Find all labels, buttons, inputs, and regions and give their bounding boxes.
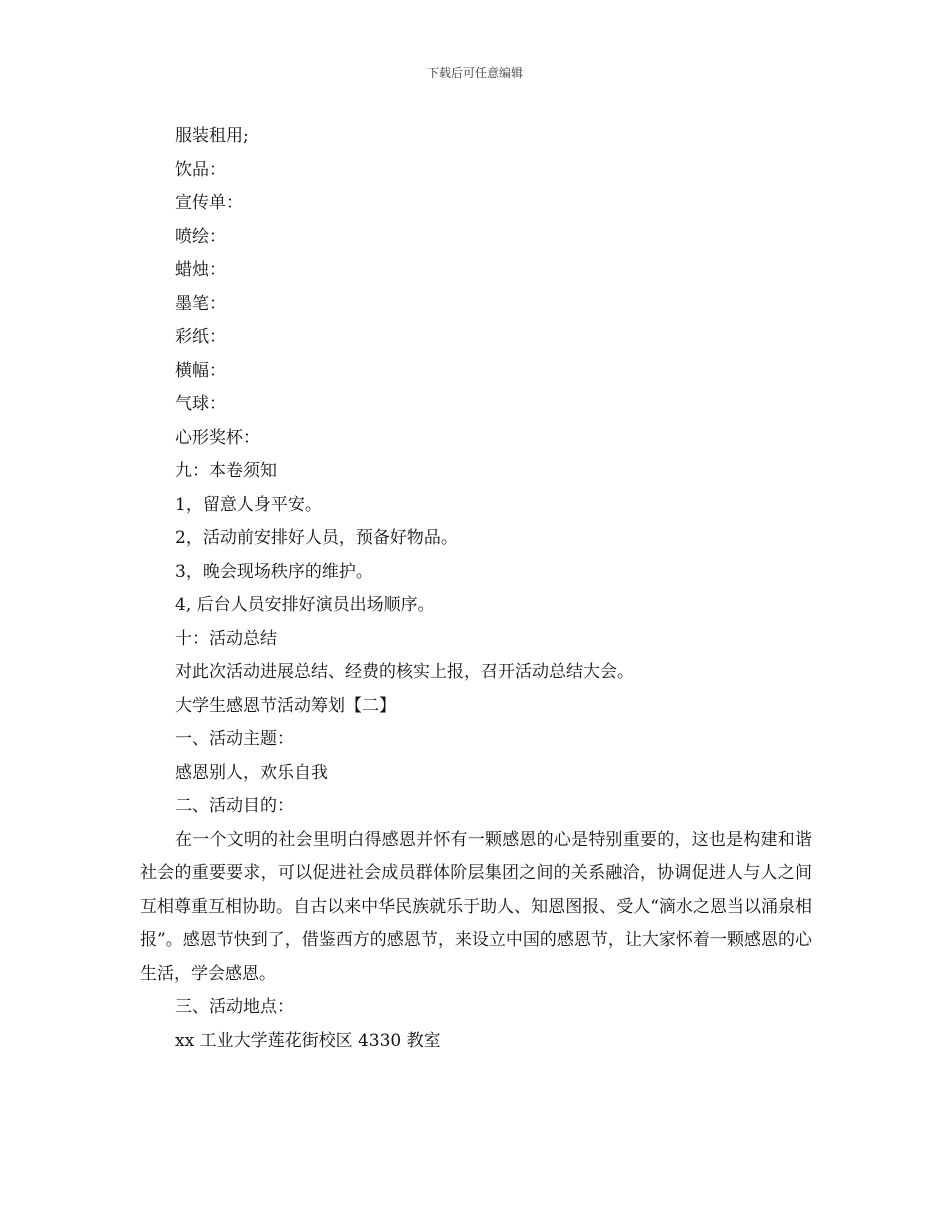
text-line: 气球： bbox=[175, 394, 226, 414]
list-item: 3，晚会现场秩序的维护。 bbox=[175, 561, 373, 582]
section-heading: 一、活动主题： bbox=[175, 729, 294, 749]
text-line: 心形奖杯： bbox=[175, 427, 260, 448]
section-heading: 九：本卷须知 bbox=[175, 461, 277, 481]
list-item: 1，留意人身平安。 bbox=[175, 494, 322, 515]
text-line: 彩纸： bbox=[175, 327, 226, 347]
section-heading: 十：活动总结 bbox=[175, 628, 277, 649]
page-header: 下载后可任意编辑 bbox=[426, 66, 523, 80]
document-body bbox=[140, 120, 812, 1058]
text-line: 对此次活动进展总结、经费的核实上报，召开活动总结大会。 bbox=[175, 662, 634, 682]
body-paragraph: 在一个文明的社会里明白得感恩并怀有一颗感恩的心是特别重要的，这也是构建和谐社会的重要要求，可以促进社会成员群体阶层集团之间的关系融洽，协调促进人与人之间互相尊重互相协助。自古以来中华民族就乐于助人、知恩图报、受人“滴水之恩当以涌泉相报”。感恩节快到了，借鉴西方的感恩节，来设立中国的感恩节，让大家怀着一颗感恩的心生活，学会感恩。 bbox=[140, 829, 812, 984]
text-line: 服装租用; bbox=[175, 126, 249, 146]
text-line: xx 工业大学莲花街校区 4330 教室 bbox=[175, 1030, 441, 1051]
section-heading: 二、活动目的： bbox=[175, 796, 294, 816]
section-heading: 三、活动地点： bbox=[175, 997, 294, 1017]
text-line: 横幅： bbox=[175, 360, 226, 381]
text-line: 宣传单： bbox=[175, 193, 243, 213]
text-line: 感恩别人，欢乐自我 bbox=[175, 762, 328, 783]
list-item: 2，活动前安排好人员，预备好物品。 bbox=[175, 528, 458, 548]
document-title: 大学生感恩节活动筹划【二】 bbox=[175, 695, 396, 716]
text-line: 墨笔： bbox=[175, 293, 226, 314]
text-line: 饮品： bbox=[175, 159, 226, 180]
list-item: 4, 后台人员安排好演员出场顺序。 bbox=[175, 595, 435, 615]
text-line: 蜡烛： bbox=[175, 260, 226, 280]
text-line: 喷绘： bbox=[175, 226, 226, 247]
